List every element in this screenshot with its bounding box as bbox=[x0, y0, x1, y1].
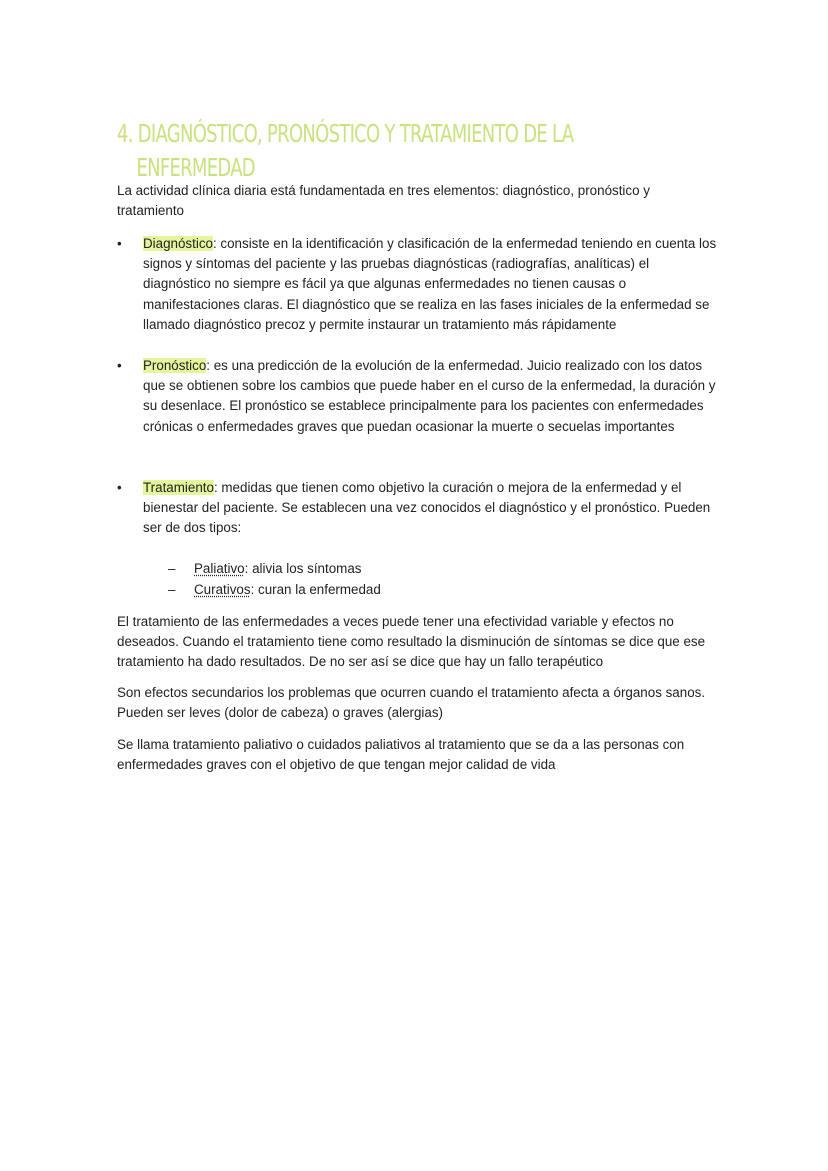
subitem-term: Curativos bbox=[194, 582, 251, 597]
bullet-diagnostico bbox=[117, 234, 717, 335]
subitem-text: : alivia los síntomas bbox=[244, 561, 362, 576]
subitem-paliativo bbox=[168, 559, 361, 579]
highlighted-term: Diagnóstico bbox=[143, 236, 213, 251]
bullet-text: : es una predicción de la evolución de la enfermedad. Juicio realizado con los datos que se obtienen sobre los cambios que puede haber en el curso de la enfermedad, la duración y su desenlace. El pronóstico se establece principalmente para los pacientes con enfermedades crónicas o enfermedades graves que puedan ocasionar la muerte o secuelas importantes bbox=[143, 358, 716, 434]
heading-line-1: 4. DIAGNÓSTICO, PRONÓSTICO Y TRATAMIENTO DE LA bbox=[117, 118, 574, 148]
bullet-text: : medidas que tienen como objetivo la curación o mejora de la enfermedad y el bienestar del paciente. Se establecen una vez conocidos el diagnóstico y el pronóstico. Pueden ser de dos tipos: bbox=[143, 480, 711, 536]
subitem-curativos bbox=[168, 580, 381, 600]
paragraph: El tratamiento de las enfermedades a veces puede tener una efectividad variable y efectos no deseados. Cuando el tratamiento tiene como resultado la disminución de síntomas se dice que ese tratamiento ha dado resultados. De no ser así se dice que hay un fallo terapéutico bbox=[117, 614, 706, 670]
intro-paragraph: La actividad clínica diaria está fundamentada en tres elementos: diagnóstico, pronóstico y tratamiento bbox=[117, 183, 650, 219]
dash-icon: – bbox=[168, 582, 176, 597]
paragraph: Se llama tratamiento paliativo o cuidados paliativos al tratamiento que se da a las personas con enfermedades graves con el objetivo de que tengan mejor calidad de vida bbox=[117, 737, 685, 773]
bullet-icon: • bbox=[117, 358, 122, 373]
bullet-pronostico bbox=[117, 356, 717, 437]
section-heading bbox=[117, 117, 635, 185]
highlighted-term: Pronóstico bbox=[143, 358, 207, 373]
subitem-term: Paliativo bbox=[194, 561, 245, 576]
dash-icon: – bbox=[168, 561, 176, 576]
paragraph: Son efectos secundarios los problemas que ocurren cuando el tratamiento afecta a órganos sanos. Pueden ser leves (dolor de cabeza) o graves (alergias) bbox=[117, 685, 706, 721]
highlighted-term: Tratamiento bbox=[143, 480, 214, 495]
bullet-icon: • bbox=[117, 480, 122, 495]
subitem-text: : curan la enfermedad bbox=[250, 582, 381, 597]
bullet-tratamiento bbox=[117, 478, 717, 539]
heading-line-2: ENFERMEDAD bbox=[136, 152, 255, 182]
bullet-text: : consiste en la identificación y clasificación de la enfermedad teniendo en cuenta los signos y síntomas del paciente y las pruebas diagnósticas (radiografías, analíticas) el diagnóstico no siempre es fácil ya que algunas enfermedades no tienen causas o manifestaciones claras. El diagnóstico que se realiza en las fases iniciales de la enfermedad se llamado diagnóstico precoz y permite instaurar un tratamiento más rápidamente bbox=[143, 236, 717, 332]
bullet-icon: • bbox=[117, 236, 122, 251]
